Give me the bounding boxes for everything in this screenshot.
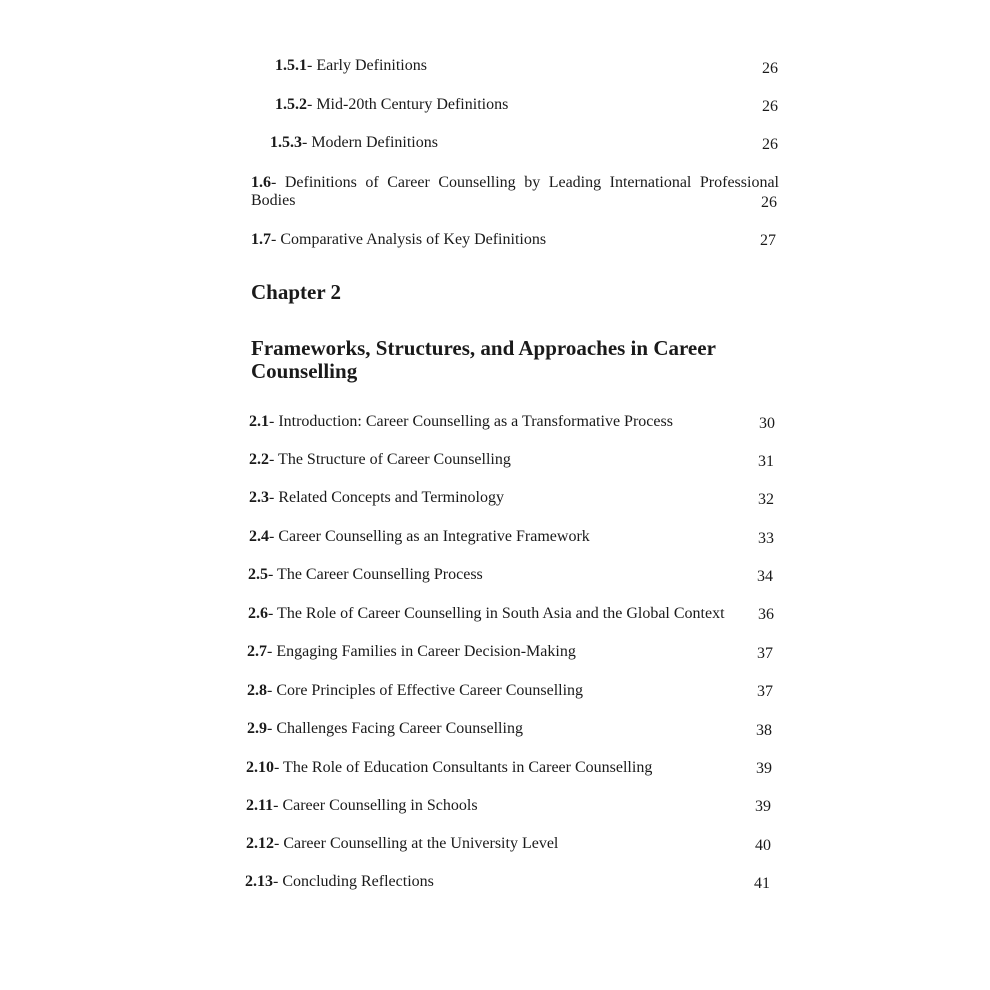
- toc-page-number: 26: [762, 98, 778, 115]
- toc-entry-separator: -: [269, 489, 279, 506]
- toc-entry-separator: -: [267, 720, 277, 737]
- toc-entry-separator: -: [302, 134, 312, 151]
- toc-entry-title: The Role of Career Counselling in South Asia and the Global Context: [277, 605, 725, 622]
- chapter-title: Frameworks, Structures, and Approaches in Career Counselling: [251, 336, 716, 383]
- toc-page-number: 37: [757, 645, 773, 662]
- toc-entry-separator: -: [267, 682, 277, 699]
- toc-entry-2-2: [249, 451, 511, 469]
- toc-entry-title: Early Definitions: [316, 57, 427, 74]
- toc-entry-2-12: [246, 835, 558, 853]
- toc-entry-title: Concluding Reflections: [282, 873, 434, 890]
- toc-entry-2-6: [248, 605, 725, 623]
- toc-page-number: 40: [755, 837, 771, 854]
- toc-entry-title: Related Concepts and Terminology: [278, 489, 504, 506]
- toc-entry-number: 2.13: [245, 873, 273, 890]
- toc-entry-title: Comparative Analysis of Key Definitions: [280, 231, 547, 248]
- toc-entry-number: 2.1: [249, 413, 269, 430]
- toc-entry-title: Career Counselling as an Integrative Framework: [278, 528, 590, 545]
- toc-entry-number: 2.8: [247, 682, 267, 699]
- toc-entry-1-5-1: [275, 57, 427, 75]
- toc-entry-number: 2.10: [246, 759, 274, 776]
- toc-page-number: 37: [757, 683, 773, 700]
- toc-entry-number: 1.5.1: [275, 57, 307, 74]
- toc-page-number: 39: [756, 760, 772, 777]
- toc-entry-number: 2.7: [247, 643, 267, 660]
- toc-page-number: 36: [758, 606, 774, 623]
- toc-entry-separator: -: [271, 231, 281, 248]
- toc-page-number: 27: [760, 232, 776, 249]
- toc-entry-2-1: [249, 413, 673, 431]
- toc-entry-title: Modern Definitions: [311, 134, 438, 151]
- toc-entry-title: Definitions of Career Counselling by Leading International Professional Bodies: [251, 174, 779, 209]
- toc-entry-number: 1.7: [251, 231, 271, 248]
- toc-entry-2-13: [245, 873, 434, 891]
- toc-page-number: 26: [761, 194, 777, 211]
- toc-page-number: 33: [758, 530, 774, 547]
- toc-entry-separator: -: [267, 643, 277, 660]
- toc-entry-number: 2.12: [246, 835, 274, 852]
- toc-entry-separator: -: [269, 528, 279, 545]
- toc-entry-title: Introduction: Career Counselling as a Transformative Process: [278, 413, 673, 430]
- toc-entry-separator: -: [269, 413, 279, 430]
- toc-entry-number: 2.6: [248, 605, 268, 622]
- toc-entry-number: 1.6: [251, 174, 271, 191]
- toc-entry-1-5-3: [270, 134, 438, 152]
- toc-entry-separator: -: [274, 759, 284, 776]
- chapter-label: Chapter 2: [251, 280, 342, 304]
- toc-page-number: 26: [762, 60, 778, 77]
- toc-entry-number: 2.3: [249, 489, 269, 506]
- toc-entry-title: Challenges Facing Career Counselling: [276, 720, 523, 737]
- toc-entry-2-10: [246, 759, 652, 777]
- toc-entry-separator: -: [273, 873, 283, 890]
- toc-page-number: 26: [762, 136, 778, 153]
- toc-entry-number: 2.4: [249, 528, 269, 545]
- toc-entry-title: The Structure of Career Counselling: [278, 451, 511, 468]
- toc-entry-2-3: [249, 489, 504, 507]
- toc-page-number: 39: [755, 798, 771, 815]
- toc-entry-2-4: [249, 528, 590, 546]
- toc-entry-number: 2.9: [247, 720, 267, 737]
- toc-entry-title: Mid-20th Century Definitions: [316, 96, 509, 113]
- toc-entry-1-5-2: [275, 96, 508, 114]
- toc-entry-separator: -: [274, 835, 284, 852]
- toc-entry-1-6: [251, 174, 779, 210]
- toc-entry-number: 1.5.3: [270, 134, 302, 151]
- toc-entry-number: 2.2: [249, 451, 269, 468]
- toc-entry-separator: -: [307, 57, 317, 74]
- toc-entry-title: Engaging Families in Career Decision-Making: [276, 643, 576, 660]
- toc-entry-separator: -: [271, 174, 285, 191]
- toc-entry-separator: -: [273, 797, 283, 814]
- toc-page-number: 41: [754, 875, 770, 892]
- toc-entry-separator: -: [269, 451, 279, 468]
- toc-entry-2-8: [247, 682, 583, 700]
- toc-page-number: 34: [757, 568, 773, 585]
- toc-entry-title: The Role of Education Consultants in Career Counselling: [283, 759, 653, 776]
- toc-entry-title: Career Counselling at the University Level: [283, 835, 559, 852]
- toc-page-number: 30: [759, 415, 775, 432]
- toc-entry-separator: -: [307, 96, 317, 113]
- toc-entry-separator: -: [268, 566, 278, 583]
- toc-entry-number: 1.5.2: [275, 96, 307, 113]
- toc-entry-2-7: [247, 643, 576, 661]
- toc-page-number: 38: [756, 722, 772, 739]
- toc-entry-2-9: [247, 720, 523, 738]
- toc-page-number: 31: [758, 453, 774, 470]
- toc-entry-number: 2.11: [246, 797, 274, 814]
- toc-entry-2-5: [248, 566, 483, 584]
- toc-entry-title: Core Principles of Effective Career Counselling: [276, 682, 584, 699]
- toc-entry-2-11: [246, 797, 478, 815]
- toc-page-number: 32: [758, 491, 774, 508]
- toc-entry-title: The Career Counselling Process: [277, 566, 483, 583]
- toc-entry-1-7: [251, 231, 546, 249]
- toc-entry-number: 2.5: [248, 566, 268, 583]
- toc-entry-title: Career Counselling in Schools: [282, 797, 478, 814]
- toc-entry-separator: -: [268, 605, 278, 622]
